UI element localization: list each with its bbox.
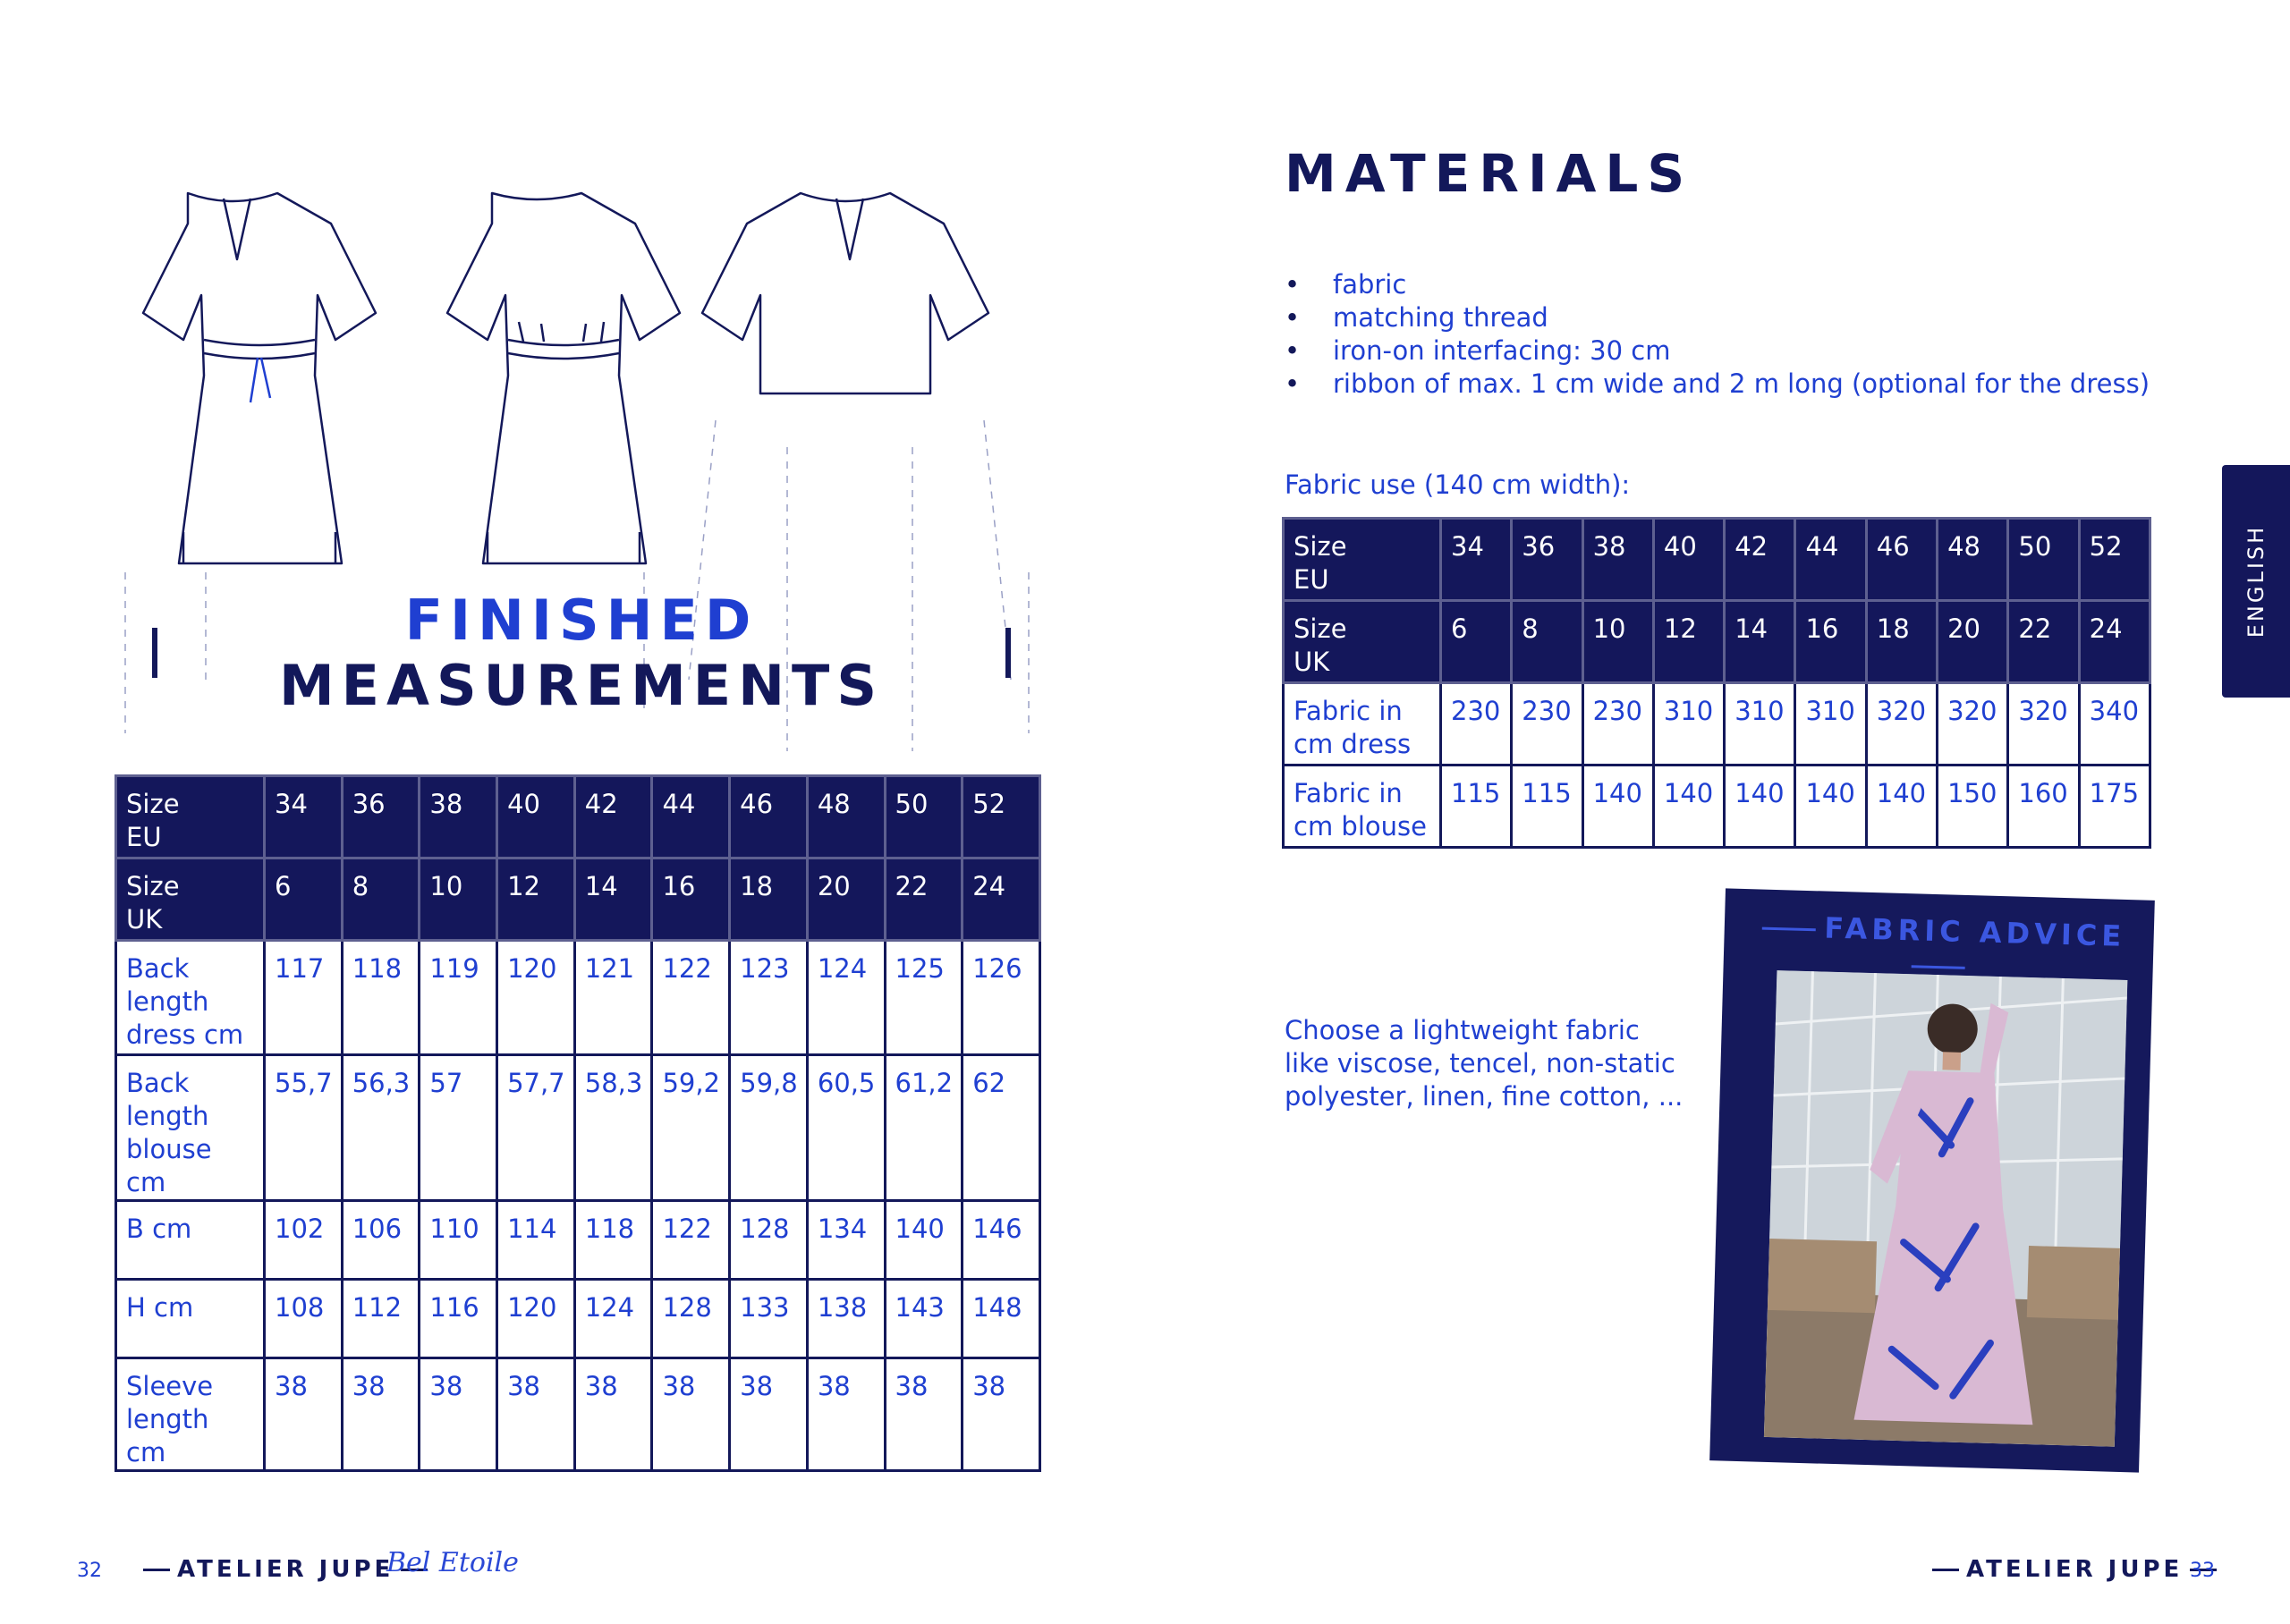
table-cell: 38 — [963, 1358, 1040, 1471]
row-label-line: dress cm — [126, 1019, 244, 1050]
table-cell: 38 — [730, 1358, 808, 1471]
row-label-line: Size — [1293, 531, 1347, 562]
table-cell: 57 — [420, 1055, 497, 1201]
table-cell: 320 — [2008, 683, 2079, 765]
bullet-icon: • — [1285, 269, 1301, 300]
brand-logo-right — [1925, 1556, 2224, 1583]
bullet-icon: • — [1285, 335, 1301, 366]
table-row — [1284, 601, 2150, 683]
table-cell: 116 — [420, 1280, 497, 1358]
table-cell: 10 — [420, 859, 497, 941]
table-row — [116, 941, 1040, 1055]
table-cell: 12 — [1653, 601, 1724, 683]
table-row — [1284, 519, 2150, 601]
finished-measurements-table — [114, 774, 1041, 1472]
row-label-line: length — [126, 986, 209, 1017]
table-cell: 16 — [652, 859, 730, 941]
row-label-cell — [116, 1201, 265, 1280]
table-row — [116, 776, 1040, 859]
materials-item-text: matching thread — [1333, 302, 1548, 333]
table-cell: 34 — [1441, 519, 1512, 601]
table-cell: 12 — [497, 859, 575, 941]
table-cell: 46 — [730, 776, 808, 859]
table-cell: 10 — [1582, 601, 1653, 683]
row-label-line: Fabric in — [1293, 696, 1403, 726]
language-tab-label: ENGLISH — [2243, 524, 2269, 639]
brand-name-right: ATELIER JUPE — [1966, 1556, 2184, 1583]
table-cell: 110 — [420, 1201, 497, 1280]
row-label-cell — [1284, 601, 1441, 683]
row-label-cell — [116, 1280, 265, 1358]
page-number-right: 33 — [2190, 1560, 2215, 1582]
table-cell: 34 — [265, 776, 343, 859]
row-label-line: Size — [1293, 613, 1347, 644]
materials-list-item — [1285, 334, 2150, 368]
table-cell: 128 — [730, 1201, 808, 1280]
heading-text — [157, 588, 1005, 718]
table-cell: 106 — [342, 1201, 420, 1280]
table-cell: 124 — [574, 1280, 652, 1358]
table-cell: 125 — [885, 941, 963, 1055]
table-cell: 38 — [807, 1358, 885, 1471]
row-label-line: length — [126, 1101, 209, 1131]
row-label-line: Sleeve — [126, 1371, 214, 1401]
table-row — [116, 1055, 1040, 1201]
table-cell: 140 — [885, 1201, 963, 1280]
table-row — [116, 1280, 1040, 1358]
table-cell: 14 — [574, 859, 652, 941]
table-cell: 38 — [652, 1358, 730, 1471]
row-label-cell — [116, 859, 265, 941]
row-label-line: H cm — [126, 1292, 194, 1323]
table-cell: 310 — [1725, 683, 1795, 765]
card-header-line-right — [1912, 965, 1965, 969]
table-cell: 310 — [1795, 683, 1866, 765]
materials-title: MATERIALS — [1285, 143, 1694, 204]
table-cell: 148 — [963, 1280, 1040, 1358]
row-label-cell — [1284, 765, 1441, 848]
row-label-line: blouse cm — [126, 1134, 212, 1197]
table-cell: 59,8 — [730, 1055, 808, 1201]
table-cell: 38 — [497, 1358, 575, 1471]
fabric-advice-card — [1709, 888, 2155, 1472]
table-cell: 61,2 — [885, 1055, 963, 1201]
table-cell: 114 — [497, 1201, 575, 1280]
materials-item-text: fabric — [1333, 269, 1407, 300]
table-cell: 38 — [342, 1358, 420, 1471]
table-cell: 59,2 — [652, 1055, 730, 1201]
table-cell: 140 — [1725, 765, 1795, 848]
fabric-advice-card-title: FABRIC ADVICE — [1823, 910, 2126, 953]
table-cell: 48 — [807, 776, 885, 859]
row-label-cell — [116, 1055, 265, 1201]
table-cell: 18 — [1866, 601, 1937, 683]
table-cell: 62 — [963, 1055, 1040, 1201]
materials-list-item — [1285, 368, 2150, 401]
table-cell: 122 — [652, 941, 730, 1055]
model-photo — [1764, 970, 2127, 1447]
row-label-line: cm blouse — [1293, 811, 1427, 842]
table-cell: 8 — [342, 859, 420, 941]
row-label-line: Back — [126, 953, 190, 984]
table-cell: 38 — [265, 1358, 343, 1471]
table-row — [1284, 683, 2150, 765]
table-cell: 126 — [963, 941, 1040, 1055]
table-cell: 140 — [1582, 765, 1653, 848]
table-cell: 16 — [1795, 601, 1866, 683]
brand-arrow-left — [143, 1569, 170, 1571]
table-cell: 8 — [1512, 601, 1582, 683]
row-label-cell — [1284, 519, 1441, 601]
materials-item-text: iron-on interfacing: 30 cm — [1333, 335, 1671, 366]
table-cell: 121 — [574, 941, 652, 1055]
table-cell: 320 — [1938, 683, 2008, 765]
table-cell: 146 — [963, 1201, 1040, 1280]
table-row — [116, 1201, 1040, 1280]
table-cell: 6 — [265, 859, 343, 941]
row-label-cell — [116, 1358, 265, 1471]
table-cell: 128 — [652, 1280, 730, 1358]
row-label-line: Size — [126, 871, 180, 901]
table-cell: 36 — [1512, 519, 1582, 601]
materials-list-item — [1285, 268, 2150, 301]
table-cell: 134 — [807, 1201, 885, 1280]
table-cell: 57,7 — [497, 1055, 575, 1201]
bel-etoile-signature: Bel Etoile — [386, 1547, 519, 1578]
fabric-advice-line: polyester, linen, fine cotton, ... — [1285, 1081, 1684, 1112]
table-cell: 138 — [807, 1280, 885, 1358]
row-label-line: EU — [1293, 564, 1329, 595]
table-cell: 140 — [1866, 765, 1937, 848]
row-label-line: UK — [126, 904, 163, 935]
row-label-line: EU — [126, 822, 162, 852]
row-label-line: Back — [126, 1068, 190, 1098]
table-cell: 38 — [1582, 519, 1653, 601]
materials-list-item — [1285, 301, 2150, 334]
table-cell: 102 — [265, 1201, 343, 1280]
table-cell: 150 — [1938, 765, 2008, 848]
table-cell: 118 — [342, 941, 420, 1055]
table-cell: 122 — [652, 1201, 730, 1280]
table-cell: 42 — [1725, 519, 1795, 601]
row-label-line: UK — [1293, 647, 1330, 677]
dress-sketch-front — [143, 193, 376, 563]
row-label-cell — [116, 941, 265, 1055]
table-row — [1284, 765, 2150, 848]
fabric-advice-text — [1285, 1014, 1750, 1113]
table-cell: 108 — [265, 1280, 343, 1358]
table-cell: 143 — [885, 1280, 963, 1358]
materials-list — [1285, 268, 2150, 401]
table-cell: 36 — [342, 776, 420, 859]
table-cell: 40 — [497, 776, 575, 859]
table-cell: 22 — [2008, 601, 2079, 683]
table-cell: 175 — [2079, 765, 2150, 848]
table-cell: 22 — [885, 859, 963, 941]
table-cell: 230 — [1512, 683, 1582, 765]
table-row — [116, 859, 1040, 941]
table-cell: 58,3 — [574, 1055, 652, 1201]
table-cell: 40 — [1653, 519, 1724, 601]
table-cell: 120 — [497, 1280, 575, 1358]
finished-measurements-heading — [152, 588, 1011, 718]
table-cell: 42 — [574, 776, 652, 859]
heading-bar-right — [1005, 628, 1011, 678]
table-cell: 14 — [1725, 601, 1795, 683]
row-label-line: Size — [126, 789, 180, 819]
heading-word-finished: FINISHED — [404, 588, 759, 653]
table-cell: 56,3 — [342, 1055, 420, 1201]
row-label-cell — [116, 776, 265, 859]
blouse-sketch — [702, 193, 988, 393]
table-cell: 230 — [1441, 683, 1512, 765]
table-cell: 52 — [963, 776, 1040, 859]
table-cell: 117 — [265, 941, 343, 1055]
table-cell: 38 — [420, 776, 497, 859]
table-cell: 120 — [497, 941, 575, 1055]
bullet-icon: • — [1285, 368, 1301, 399]
fabric-advice-line: like viscose, tencel, non-static — [1285, 1048, 1675, 1078]
table-cell: 20 — [1938, 601, 2008, 683]
table-cell: 18 — [730, 859, 808, 941]
table-cell: 52 — [2079, 519, 2150, 601]
heading-word-measurements: MEASUREMENTS — [278, 653, 884, 718]
table-cell: 6 — [1441, 601, 1512, 683]
table-row — [116, 1358, 1040, 1471]
table-cell: 44 — [1795, 519, 1866, 601]
table-cell: 50 — [2008, 519, 2079, 601]
table-cell: 340 — [2079, 683, 2150, 765]
table-cell: 38 — [420, 1358, 497, 1471]
table-cell: 44 — [652, 776, 730, 859]
table-cell: 160 — [2008, 765, 2079, 848]
table-cell: 119 — [420, 941, 497, 1055]
table-cell: 50 — [885, 776, 963, 859]
table-cell: 133 — [730, 1280, 808, 1358]
table-cell: 320 — [1866, 683, 1937, 765]
fabric-use-label: Fabric use (140 cm width): — [1285, 469, 1631, 500]
row-label-cell — [1284, 683, 1441, 765]
brand-arrow-left — [1932, 1569, 1959, 1571]
table-cell: 118 — [574, 1201, 652, 1280]
row-label-line: length cm — [126, 1404, 209, 1468]
row-label-line: B cm — [126, 1214, 192, 1244]
table-cell: 60,5 — [807, 1055, 885, 1201]
table-cell: 48 — [1938, 519, 2008, 601]
table-cell: 123 — [730, 941, 808, 1055]
table-cell: 55,7 — [265, 1055, 343, 1201]
dress-sketch-back — [447, 193, 680, 563]
brand-name-left: ATELIER JUPE — [177, 1556, 394, 1583]
table-cell: 38 — [885, 1358, 963, 1471]
table-cell: 230 — [1582, 683, 1653, 765]
fabric-advice-line: Choose a lightweight fabric — [1285, 1015, 1640, 1045]
table-cell: 115 — [1441, 765, 1512, 848]
table-cell: 140 — [1653, 765, 1724, 848]
table-cell: 24 — [963, 859, 1040, 941]
table-cell: 115 — [1512, 765, 1582, 848]
table-cell: 38 — [574, 1358, 652, 1471]
page-number-left: 32 — [77, 1560, 102, 1582]
table-cell: 310 — [1653, 683, 1724, 765]
table-cell: 124 — [807, 941, 885, 1055]
table-cell: 140 — [1795, 765, 1866, 848]
fabric-use-table — [1282, 517, 2151, 849]
card-header-line-left — [1761, 926, 1815, 931]
row-label-line: cm dress — [1293, 729, 1412, 759]
table-cell: 20 — [807, 859, 885, 941]
language-tab-english — [2222, 465, 2290, 698]
table-cell: 112 — [342, 1280, 420, 1358]
bullet-icon: • — [1285, 302, 1301, 333]
table-cell: 46 — [1866, 519, 1937, 601]
row-label-line: Fabric in — [1293, 778, 1403, 808]
table-cell: 24 — [2079, 601, 2150, 683]
materials-item-text: ribbon of max. 1 cm wide and 2 m long (optional for the dress) — [1333, 368, 2150, 399]
